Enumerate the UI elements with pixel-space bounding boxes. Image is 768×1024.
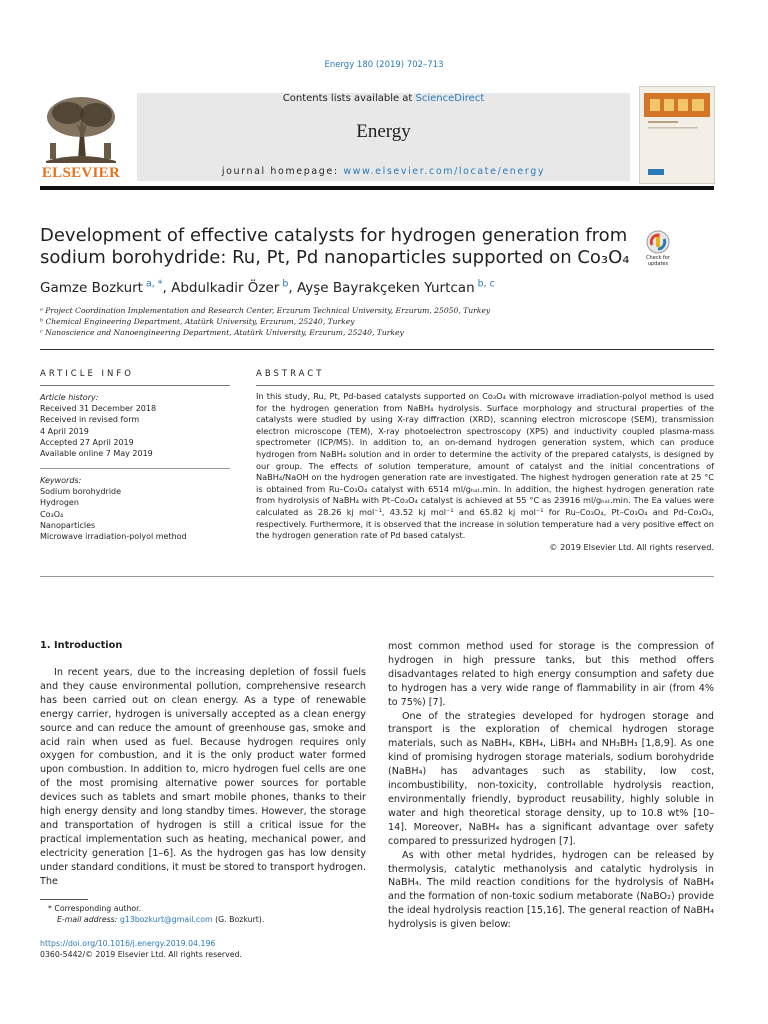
article-title: Development of effective catalysts for hydrogen generation from sodium borohydride: Ru, Pt, Pd nanoparticles supported on Co₃O₄ bbox=[40, 225, 630, 268]
history-item: 4 April 2019 bbox=[40, 426, 89, 436]
homepage-link[interactable]: www.elsevier.com/locate/energy bbox=[343, 166, 546, 177]
abstract-copyright: © 2019 Elsevier Ltd. All rights reserved. bbox=[549, 541, 714, 552]
author-name[interactable]: Abdulkadir Özer bbox=[171, 280, 280, 296]
elsevier-wordmark: ELSEVIER bbox=[41, 165, 121, 181]
author-name[interactable]: Ayşe Bayrakçeken Yurtcan bbox=[296, 280, 475, 296]
paragraph: One of the strategies developed for hydrogen storage and transport is the exploration of chemical hydrogen storage materials, such as NaBH₄, KBH₄, LiBH₄ and NH₃BH₃ [1,8,9]. As one kind of promising hydrogen storage materials, sodium borohydride (NaBH₄) has advantages such as stability, low cost, incombustibility, non-toxicity, controllable hydrolysis reaction, environmentally friendly, byproduct reusability, highly soluble in water and high theoretical storage density, up to 10.8 wt% [10–14]. Moreover, NaBH₄ has a significant advantage over safety compared to pressurized hydrogen [7]. bbox=[388, 710, 714, 847]
author-name[interactable]: Gamze Bozkurt bbox=[40, 280, 143, 296]
issn-line: 0360-5442/© 2019 Elsevier Ltd. All rights reserved. bbox=[40, 950, 242, 959]
divider bbox=[256, 385, 714, 386]
divider bbox=[40, 468, 230, 469]
divider bbox=[40, 576, 714, 577]
email-link[interactable]: g13bozkurt@gmail.com bbox=[119, 915, 213, 924]
left-column bbox=[40, 666, 366, 889]
right-column bbox=[388, 640, 714, 932]
sciencedirect-link[interactable]: ScienceDirect bbox=[415, 93, 485, 104]
divider bbox=[40, 349, 714, 350]
doi-link[interactable]: https://doi.org/10.1016/j.energy.2019.04.196 bbox=[40, 939, 216, 948]
footnote-rule bbox=[40, 899, 88, 900]
paragraph: In recent years, due to the increasing depletion of fossil fuels and they cause environmental pollution, comprehensive research has been carried out on clean energy. As a type of renewable energy carrier, hydrogen is universally accepted as a clean energy source and can reduce the amount of greenhouse gas, smoke and acid rain when used as fuel. Because hydrogen requires only oxygen for combustion, and it is the only product water formed upon combustion. In addition to, micro hydrogen fuel cells are one of the most promising alternative power sources for portable devices such as tablets and smart mobile phones, thanks to their high energy density and long standby times. However, the storage and transportation of hydrogen is still a critical issue for the practical implementation such as heating, mechanical power, and electricity generation [1–6]. As the hydrogen gas has low density under standard conditions, it must be stored to transport hydrogen. The bbox=[40, 667, 366, 887]
author-affiliation-mark[interactable]: b, c bbox=[477, 278, 495, 290]
history-item: Received 31 December 2018 bbox=[40, 404, 157, 414]
check-for-updates-icon[interactable] bbox=[641, 229, 675, 267]
journal-homepage: journal homepage: www.elsevier.com/locate/energy bbox=[221, 166, 546, 177]
keywords bbox=[40, 475, 250, 542]
section-heading: 1. Introduction bbox=[40, 640, 123, 651]
abstract-heading: ABSTRACT bbox=[256, 369, 325, 379]
keyword: Microwave irradiation-polyol method bbox=[40, 532, 187, 542]
history-item: Accepted 27 April 2019 bbox=[40, 437, 134, 447]
corresponding-author-note: * Corresponding author. bbox=[48, 904, 142, 913]
affiliation: ᵃ Project Coordination Implementation and Research Center, Erzurum Technical University, Erzurum, 25050, Turkey bbox=[40, 306, 491, 315]
history-item: Received in revised form bbox=[40, 415, 140, 425]
header-rule bbox=[40, 186, 714, 190]
divider bbox=[40, 385, 230, 386]
journal-name: Energy bbox=[356, 121, 411, 142]
keyword: Hydrogen bbox=[40, 498, 79, 508]
history-label: Article history: bbox=[40, 393, 99, 402]
journal-citation[interactable]: Energy 180 (2019) 702–713 bbox=[324, 60, 444, 70]
keyword: Co₃O₄ bbox=[40, 509, 64, 519]
keyword: Nanoparticles bbox=[40, 520, 96, 530]
svg-text:Check for: Check for bbox=[646, 255, 670, 261]
paragraph: As with other metal hydrides, hydrogen can be released by thermolysis, catalytic methanolysis and catalytic hydrolysis in NaBH₄. The mild reaction conditions for the hydrolysis of NaBH₄ and the formation of non-toxic sodium metaborate (NaBO₂) provide the ideal hydrolysis reaction [15,16]. The general reaction of NaBH₄ hydrolysis is given below: bbox=[388, 849, 714, 931]
keywords-label: Keywords: bbox=[40, 476, 82, 485]
journal-cover-image bbox=[639, 86, 715, 184]
affiliation: ᵇ Chemical Engineering Department, Atatürk University, Erzurum, 25240, Turkey bbox=[40, 317, 355, 326]
keyword: Sodium borohydride bbox=[40, 487, 122, 497]
author-affiliation-mark[interactable]: a, * bbox=[145, 278, 163, 290]
paragraph: most common method used for storage is the compression of hydrogen in high pressure tanks, but this method offers disadvantages related to high energy consumption and safety due to hydrogen has a very wide range of flammability in air (from 4% to 75%) [7]. bbox=[388, 641, 714, 708]
affiliation: ᶜ Nanoscience and Nanoengineering Department, Atatürk University, Erzurum, 25240, Turkey bbox=[40, 328, 404, 337]
affiliations bbox=[40, 305, 490, 338]
author-list: Gamze Bozkurt $^{a, *}$, Abdulkadir Özer $^b$, Ayşe Bayrakçeken Yurtcan $^{b, c}$ bbox=[40, 278, 495, 296]
svg-text:updates: updates bbox=[647, 261, 669, 267]
history-item: Available online 7 May 2019 bbox=[40, 449, 153, 459]
author-affiliation-mark[interactable]: b bbox=[282, 278, 289, 290]
article-info-heading: ARTICLE INFO bbox=[40, 369, 134, 379]
email-note: E-mail address: g13bozkurt@gmail.com (G. Bozkurt). bbox=[57, 915, 265, 924]
contents-line: Contents lists available at ScienceDirect bbox=[282, 93, 485, 104]
article-history bbox=[40, 392, 240, 459]
abstract-text: In this study, Ru, Pt, Pd-based catalysts supported on Co₃O₄ with microwave irradiation-polyol method is used for the hydrogen generation from NaBH₄ hydrolysis. Surface morphology and structural properties of the catalysts were studied by using X-ray diffraction (XRD), scanning electron microscope (SEM), transmission electron microscope (TEM), X-ray photoelectron spectroscopy (XPS) and inductivity coupled plasma-mass spectrometer (ICP/MS). In addition to, an on-demand hydrogen generation system, which can produce hydrogen from NaBH₄ solution and in order to determine the activity of the prepared catalysts, is designed by our group. The effects of solution temperature, amount of catalyst and the initial concentrations of NaBH₄/NaOH on the hydrogen generation rate are investigated. The highest hydrogen generation rate at 25 °C is obtained from Ru–Co₃O₄ catalyst with 6514 ml/gₕₐₜ.min. In addition, the highest hydrogen generation rate from hydrolysis of NaBH₄ with Pt–Co₃O₄ catalyst is achieved at 55 °C as 23916 ml/gₕₐₜ.min. The Ea values were calculated as 28.26 kj mol⁻¹, 43.52 kj mol⁻¹ and 65.82 kj mol⁻¹ for Ru–Co₃O₄, Pt–Co₃O₄ and Pd–Co₃O₄, respectively. Furthermore, it is observed that the increase in solution temperature had a very positive effect on the hydrogen generation rate of Pd based catalyst. © 2019 Elsevier Ltd. All rights reserved. bbox=[256, 391, 714, 552]
